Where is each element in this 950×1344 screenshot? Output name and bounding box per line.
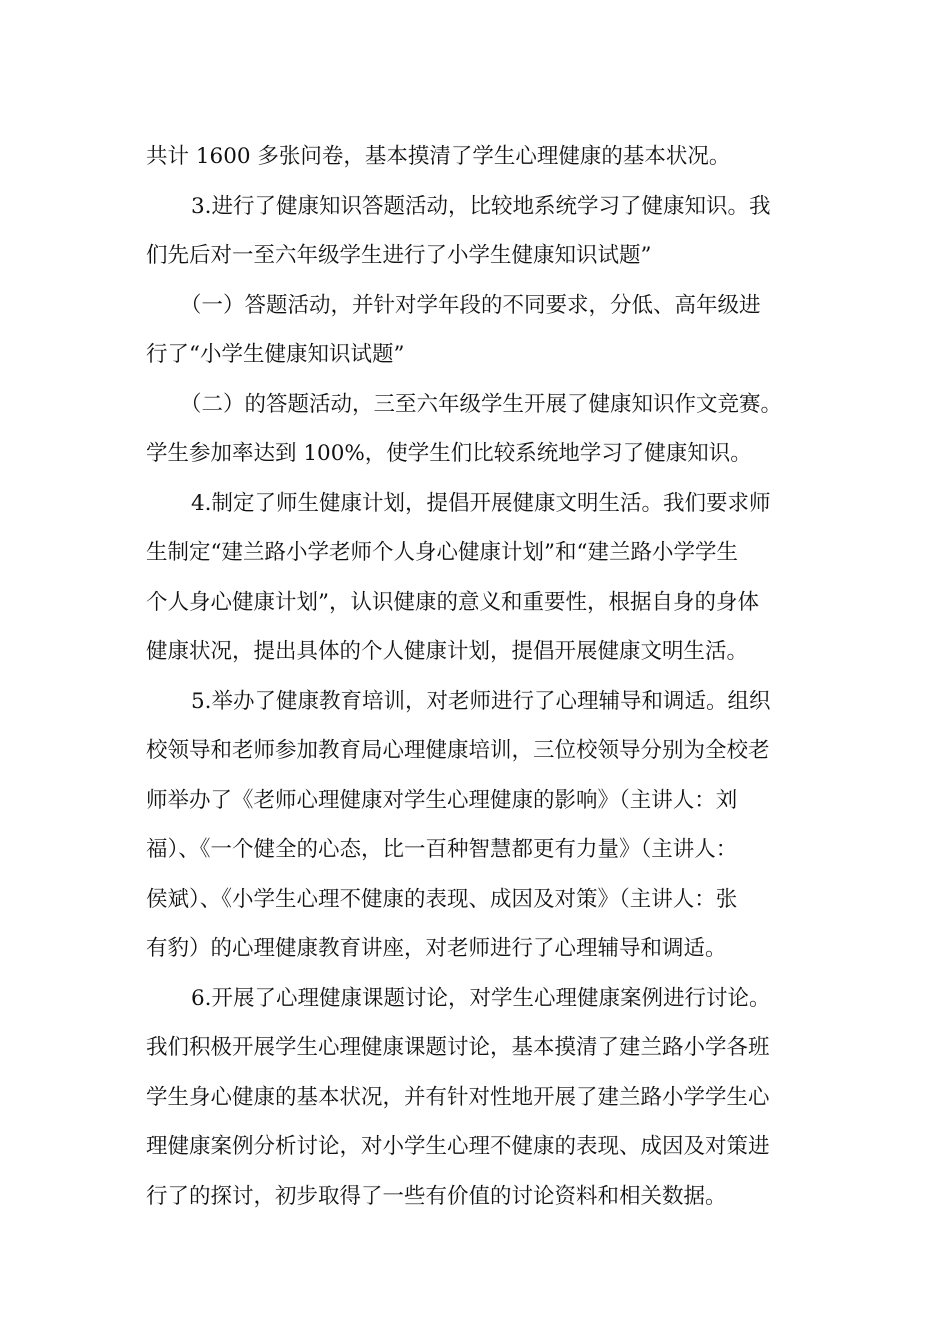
text-line: 有豹）的心理健康教育讲座，对老师进行了心理辅导和调适。 [146,936,727,961]
text-line: 3.进行了健康知识答题活动，比较地系统学习了健康知识。我 [191,193,771,219]
text-line: （一）答题活动，并针对学年段的不同要求，分低、高年级进 [180,292,761,318]
text-line: 共计 1600 多张问卷，基本摸清了学生心理健康的基本状况。 [146,144,731,169]
text-line: 师举办了《老师心理健康对学生心理健康的影响》（主讲人：刘 [146,787,738,813]
text-line: 5.举办了健康教育培训，对老师进行了心理辅导和调适。组织 [191,688,771,714]
text-line: 福）、《一个健全的心态，比一百种智慧都更有力量》（主讲人： [146,837,738,862]
text-line: 生制定“建兰路小学老师个人身心健康计划”和“建兰路小学学生 [146,540,738,565]
text-line: 4.制定了师生健康计划，提倡开展健康文明生活。我们要求师 [191,490,771,516]
text-line: 学生参加率达到 100%，使学生们比较系统地学习了健康知识。 [146,441,752,466]
text-line: 理健康案例分析讨论，对小学生心理不健康的表现、成因及对策进 [146,1134,770,1159]
text-line: 侯斌）、《小学生心理不健康的表现、成因及对策》（主讲人：张 [146,886,738,912]
text-line: 行了“小学生健康知识试题” [146,342,405,367]
text-line: 个人身心健康计划”，认识健康的意义和重要性，根据自身的身体 [146,589,759,615]
document-body [146,132,814,1221]
text-line: 健康状况，提出具体的个人健康计划，提倡开展健康文明生活。 [146,639,749,664]
text-line: 行了的探讨，初步取得了一些有价值的讨论资料和相关数据。 [146,1183,727,1209]
text-line: 学生身心健康的基本状况，并有针对性地开展了建兰路小学学生心 [146,1084,770,1110]
text-line: 我们积极开展学生心理健康课题讨论，基本摸清了建兰路小学各班 [146,1035,770,1060]
text-line: （二）的答题活动，三至六年级学生开展了健康知识作文竞赛。 [180,391,783,417]
text-line: 们先后对一至六年级学生进行了小学生健康知识试题” [146,243,652,268]
text-line: 校领导和老师参加教育局心理健康培训，三位校领导分别为全校老 [146,738,770,763]
text-line: 6.开展了心理健康课题讨论，对学生心理健康案例进行讨论。 [191,985,771,1011]
